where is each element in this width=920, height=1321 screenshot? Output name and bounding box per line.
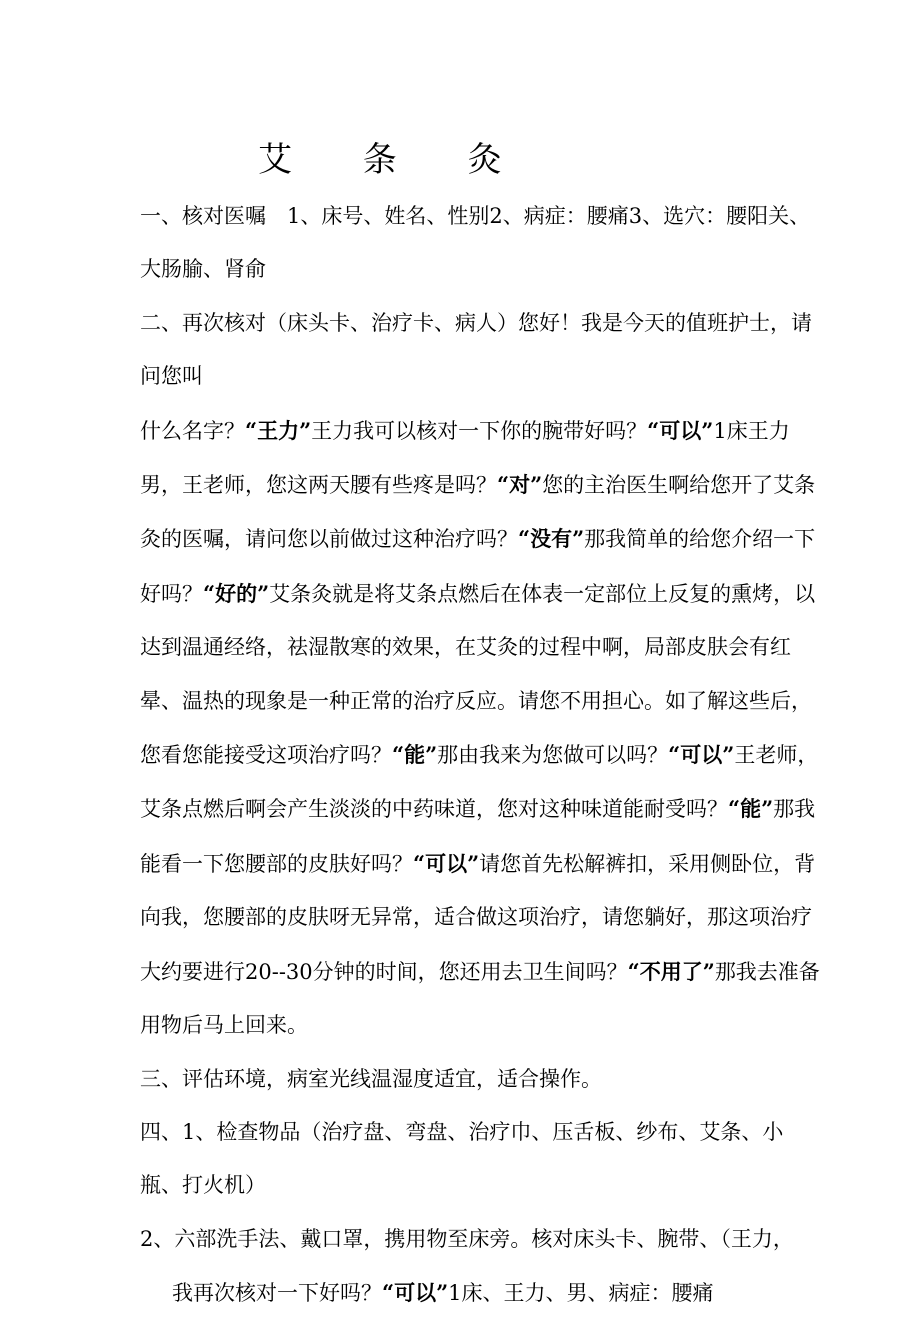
text-segment: 王力我可以核对一下你的腕带好吗？ [311,418,648,443]
quoted-reply: “不用了” [627,958,715,984]
paragraph-p5 [140,1106,820,1213]
paragraph-p2 [140,297,820,404]
paragraph-p3 [140,404,820,1053]
document-title: 艾 条 灸 [258,140,532,180]
text-segment: 那我去准备用物后马上回来。 [140,959,820,1038]
quoted-reply: “能” [392,742,438,768]
text-segment: 1床王力男，王老师，您这两天腰有些疼是吗？ [140,418,790,498]
text-segment: 艾条灸就是将艾条点燃后在体表一定部位上反复的熏烤，以达到温通经络，祛湿散寒的效果，在艾灸的过程中啊，局部皮肤会有红晕、温热的现象是一种正常的治疗反应。请您不用担心。如了解这些后，您看您能接受这项治疗吗？ [140,581,816,768]
paragraph-p6 [140,1213,820,1266]
quoted-reply: “对” [497,472,543,498]
quoted-reply: “好的” [203,580,270,606]
text-segment: 您的主治医生啊给您开了艾条灸的医嘱，请问您以前做过这种治疗吗？ [140,473,816,552]
text-segment: 那我简单的给您介绍一下好吗？ [140,527,816,606]
text-segment: 王老师，艾条点燃后啊会产生淡淡的中药味道，您对这种味道能耐受吗？ [140,743,819,822]
quoted-reply: “王力” [245,417,312,443]
quoted-reply: “可以” [647,417,714,443]
text-segment: 我再次核对一下好吗？ [172,1281,382,1306]
quoted-reply: “能” [728,796,774,822]
text-segment: 一、核对医嘱 1、床号、姓名、性别2、病症：腰痛3、选穴：腰阳关、大肠腧、肾俞 [140,204,811,282]
paragraph-p4 [140,1053,820,1106]
quoted-reply: “可以” [668,742,735,768]
quoted-reply: “没有” [518,526,585,552]
text-segment: 三、评估环境，病室光线温湿度适宜，适合操作。 [140,1066,602,1091]
text-segment: 2、六部洗手法、戴口罩，携用物至床旁。核对床头卡、腕带、（王力， [140,1226,794,1251]
quoted-reply: “可以” [413,850,480,876]
text-segment: 请您首先松解裤扣，采用侧卧位，背向我，您腰部的皮肤呀无异常，适合做这项治疗，请您躺好，那这项治疗大约要进行20--30分钟的时间，您还用去卫生间吗？ [140,851,816,984]
text-segment: 二、再次核对（床头卡、治疗卡、病人）您好！我是今天的值班护士，请问您叫 [140,310,812,389]
text-segment: 什么名字？ [140,418,245,443]
text-segment: 四、1、检查物品（治疗盘、弯盘、治疗巾、压舌板、纱布、艾条、小瓶、打火机） [140,1119,784,1198]
paragraph-p1 [140,190,820,297]
quoted-reply: “可以” [382,1280,449,1306]
text-segment: 那我能看一下您腰部的皮肤好吗？ [140,797,816,876]
document-body [140,190,820,1321]
text-segment: 1床、王力、男、病症：腰痛 [448,1281,714,1306]
paragraph-p7 [140,1266,820,1320]
text-segment: 那由我来为您做可以吗？ [437,743,669,768]
